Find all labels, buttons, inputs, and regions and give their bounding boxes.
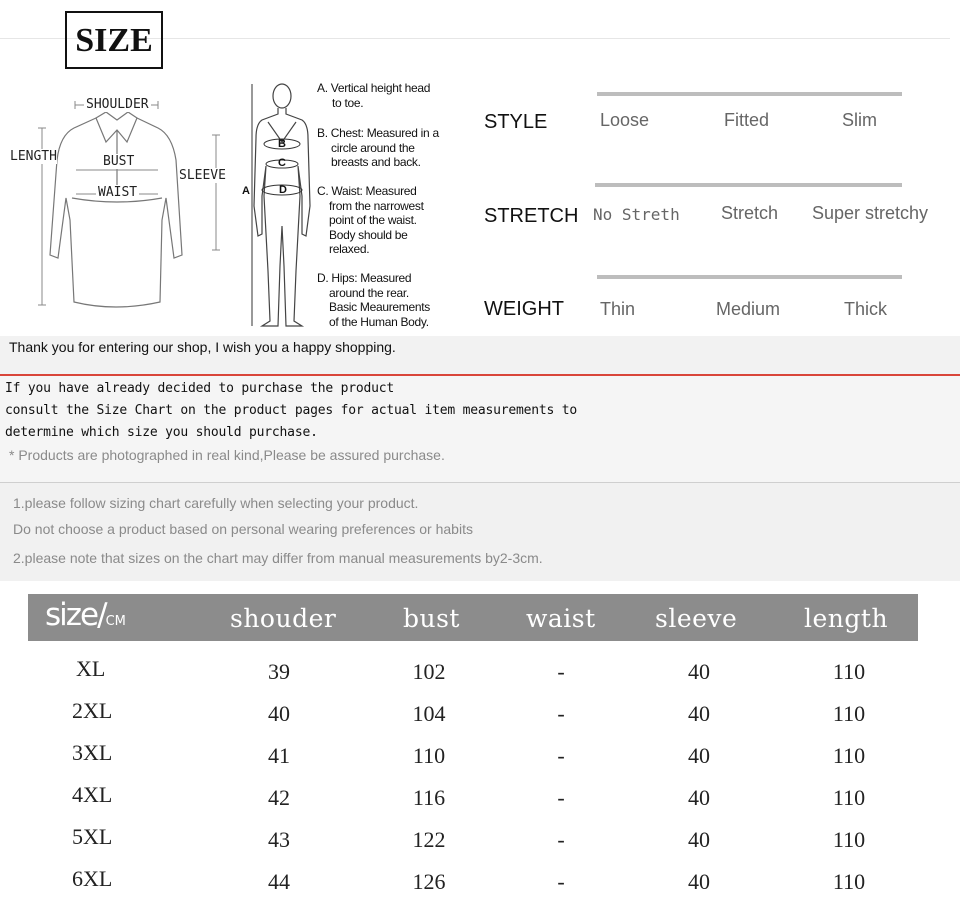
weight-option-medium: Medium xyxy=(716,299,781,319)
note-height xyxy=(317,81,430,110)
purchase-line-3: determine which size you should purchase. xyxy=(5,425,318,440)
cell-size: 6XL xyxy=(72,866,113,891)
cell-bust: 110 xyxy=(412,743,446,768)
body-letter-a: A xyxy=(242,185,250,197)
cell-bust: 102 xyxy=(412,659,446,684)
style-option-loose: Loose xyxy=(600,110,650,130)
body-letter-d: D xyxy=(279,184,287,196)
dress-label-length: LENGTH xyxy=(10,149,57,164)
table-row xyxy=(0,698,960,730)
header-size-label: size/ xyxy=(45,597,106,633)
note-line: C. Waist: Measured xyxy=(317,184,417,198)
stretch-option-stretch: Stretch xyxy=(721,203,779,223)
cell-size: XL xyxy=(76,656,106,681)
header-size-cell xyxy=(45,597,126,633)
note-line: to toe. xyxy=(332,95,364,110)
cell-size: 2XL xyxy=(72,698,113,723)
body-illustration xyxy=(240,76,320,331)
sizing-note-1: 1.please follow sizing chart carefully when selecting your product. xyxy=(13,495,419,511)
purchase-line-1: If you have already decided to purchase the product xyxy=(5,381,394,396)
attr-stretch-label: STRETCH xyxy=(484,205,579,227)
cell-length: 110 xyxy=(832,701,866,726)
note-line: circle around the xyxy=(331,140,415,155)
weight-scale-bar xyxy=(597,275,902,279)
dress-label-waist: WAIST xyxy=(98,185,138,200)
cell-waist: - xyxy=(557,869,565,894)
cell-shouder: 39 xyxy=(268,659,290,684)
cell-shouder: 44 xyxy=(268,869,290,894)
cell-sleeve: 40 xyxy=(688,827,710,852)
cell-shouder: 40 xyxy=(268,701,290,726)
cell-waist: - xyxy=(557,659,565,684)
cell-waist: - xyxy=(557,743,565,768)
header-sleeve: sleeve xyxy=(655,604,738,633)
style-option-fitted: Fitted xyxy=(724,110,770,130)
size-table-header xyxy=(28,594,918,641)
cell-bust: 116 xyxy=(412,785,446,810)
cell-length: 110 xyxy=(832,785,866,810)
cell-sleeve: 40 xyxy=(688,701,710,726)
note-line: Basic Meaurements xyxy=(329,300,430,314)
body-letter-b: B xyxy=(278,138,286,150)
header-bust: bust xyxy=(403,604,460,633)
table-row xyxy=(0,656,960,688)
purchase-line-2: consult the Size Chart on the product pages for actual item measurements to xyxy=(5,403,577,418)
cell-bust: 126 xyxy=(412,869,446,894)
cell-waist: - xyxy=(557,701,565,726)
note-line: D. Hips: Measured xyxy=(317,271,412,285)
sizing-note-3: 2.please note that sizes on the chart may differ from manual measurements by2-3cm. xyxy=(13,550,543,566)
cell-size: 3XL xyxy=(72,740,113,765)
note-line: relaxed. xyxy=(329,242,370,256)
dress-label-bust: BUST xyxy=(103,154,135,169)
table-row xyxy=(0,824,960,856)
header-length: length xyxy=(804,604,889,633)
style-scale-bar xyxy=(597,92,902,96)
cell-length: 110 xyxy=(832,743,866,768)
dress-illustration xyxy=(0,90,240,320)
note-line: B. Chest: Measured in a xyxy=(317,126,439,140)
cell-bust: 122 xyxy=(412,827,446,852)
dress-label-sleeve: SLEEVE xyxy=(179,168,226,183)
cell-shouder: 41 xyxy=(268,743,290,768)
note-waist xyxy=(317,184,424,257)
cell-length: 110 xyxy=(832,659,866,684)
cell-bust: 104 xyxy=(412,701,446,726)
note-line: point of the waist. xyxy=(329,213,417,227)
cell-sleeve: 40 xyxy=(688,869,710,894)
dress-label-shoulder: SHOULDER xyxy=(86,97,149,112)
welcome-text: Thank you for entering our shop, I wish you a happy shopping. xyxy=(9,339,396,355)
cell-sleeve: 40 xyxy=(688,659,710,684)
cell-size: 5XL xyxy=(72,824,113,849)
attr-style-label: STYLE xyxy=(484,111,548,133)
note-line: breasts and back. xyxy=(331,155,421,169)
note-line: Body should be xyxy=(329,227,408,242)
style-option-slim: Slim xyxy=(842,110,877,130)
note-line: around the rear. xyxy=(329,285,409,300)
sizing-note-2: Do not choose a product based on personal wearing preferences or habits xyxy=(13,521,473,537)
size-title: SIZE xyxy=(65,11,163,69)
body-letter-c: C xyxy=(278,157,286,169)
stretch-option-no-stretch: No Streth xyxy=(593,205,680,224)
real-kind-note: * Products are photographed in real kind,Please be assured purchase. xyxy=(9,447,445,463)
stretch-option-super-stretchy: Super stretchy xyxy=(812,203,929,223)
cell-length: 110 xyxy=(832,869,866,894)
note-line: A. Vertical height head xyxy=(317,81,431,95)
header-size-unit: CM xyxy=(105,614,126,629)
cell-sleeve: 40 xyxy=(688,743,710,768)
cell-waist: - xyxy=(557,785,565,810)
header-waist: waist xyxy=(526,604,596,633)
stretch-scale-bar xyxy=(595,183,902,187)
weight-option-thin: Thin xyxy=(600,299,636,319)
weight-option-thick: Thick xyxy=(844,299,888,319)
note-line: of the Human Body. xyxy=(329,314,429,329)
note-line: from the narrowest xyxy=(329,198,424,213)
cell-length: 110 xyxy=(832,827,866,852)
table-row xyxy=(0,866,960,898)
cell-waist: - xyxy=(557,827,565,852)
attr-weight-label: WEIGHT xyxy=(484,298,564,320)
table-row xyxy=(0,740,960,772)
table-row xyxy=(0,782,960,814)
cell-shouder: 43 xyxy=(268,827,290,852)
cell-size: 4XL xyxy=(72,782,113,807)
cell-shouder: 42 xyxy=(268,785,290,810)
note-hips xyxy=(317,271,430,329)
header-shouder: shouder xyxy=(230,604,337,633)
cell-sleeve: 40 xyxy=(688,785,710,810)
note-chest xyxy=(317,126,439,170)
